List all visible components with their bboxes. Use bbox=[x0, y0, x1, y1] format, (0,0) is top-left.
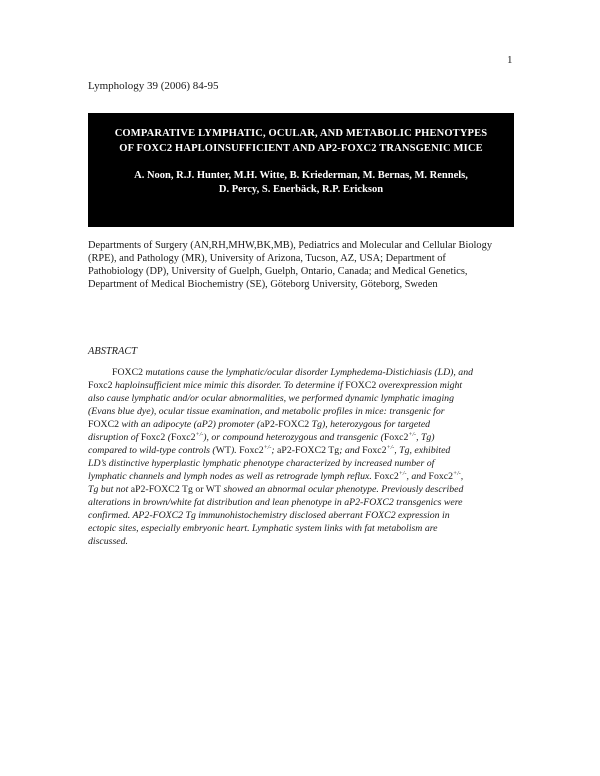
authors-line-1: A. Noon, R.J. Hunter, M.H. Witte, B. Kriederman, M. Bernas, M. Rennels, bbox=[134, 170, 468, 181]
journal-reference: Lymphology 39 (2006) 84-95 bbox=[88, 80, 219, 92]
abstract-line: lymphatic channels and lymph nodes as well as retrograde lymph reflux. Foxc2+/-, and Foxc2+/-, bbox=[88, 471, 464, 482]
affiliation-line-4: Department of Medical Biochemistry (SE), Göteborg University, Göteborg, Sweden bbox=[88, 279, 438, 290]
abstract-line: Foxc2 haploinsufficient mice mimic this disorder. To determine if FOXC2 overexpression might bbox=[88, 380, 463, 391]
abstract-line: also cause lymphatic and/or ocular abnormalities, we performed dynamic lymphatic imaging bbox=[88, 393, 454, 404]
abstract-line: FOXC2 with an adipocyte (aP2) promoter (aP2-FOXC2 Tg), heterozygous for targeted bbox=[88, 419, 431, 430]
abstract-line: alterations in brown/white fat distribution and lean phenotype in aP2-FOXC2 transgenics were bbox=[88, 497, 463, 508]
abstract-line: ectopic sites, especially embryonic heart. Lymphatic system links with fat metabolism are bbox=[88, 523, 438, 534]
abstract-line: FOXC2 mutations cause the lymphatic/ocular disorder Lymphedema-Distichiasis (LD), and bbox=[112, 367, 474, 378]
paper-title-line-1: COMPARATIVE LYMPHATIC, OCULAR, AND METABOLIC PHENOTYPES bbox=[114, 128, 488, 139]
abstract-line: discussed. bbox=[88, 536, 129, 547]
abstract-line: LD’s distinctive hyperplastic lymphatic phenotype characterized by increased number of bbox=[88, 458, 435, 469]
abstract-line: (Evans blue dye), ocular tissue examination, and metabolic profiles in mice: transgenic for bbox=[88, 406, 445, 417]
affiliation-line-2: (RPE), and Pathology (MR), University of Arizona, Tucson, AZ, USA; Department of bbox=[88, 253, 446, 264]
affiliation-line-3: Pathobiology (DP), University of Guelph, Guelph, Ontario, Canada; and Medical Genetics, bbox=[88, 266, 468, 277]
abstract-heading: ABSTRACT bbox=[88, 346, 138, 357]
abstract-line: compared to wild-type controls (WT). Foxc2+/-; aP2-FOXC2 Tg; and Foxc2+/-, Tg, exhibited bbox=[88, 445, 451, 456]
affiliation-line-1: Departments of Surgery (AN,RH,MHW,BK,MB), Pediatrics and Molecular and Cellular Biology bbox=[88, 240, 493, 251]
authors-line-2: D. Percy, S. Enerbäck, R.P. Erickson bbox=[218, 184, 384, 195]
abstract-line: disruption of Foxc2 (Foxc2+/-), or compound heterozygous and transgenic (Foxc2+/-, Tg) bbox=[88, 432, 435, 443]
paper-title-line-2: OF FOXC2 HAPLOINSUFFICIENT AND AP2-FOXC2 TRANSGENIC MICE bbox=[119, 143, 483, 154]
abstract-line: Tg but not aP2-FOXC2 Tg or WT showed an abnormal ocular phenotype. Previously described bbox=[88, 484, 464, 495]
abstract-line: confirmed. AP2-FOXC2 Tg immunohistochemistry disclosed aberrant FOXC2 expression in bbox=[88, 510, 450, 521]
title-block bbox=[88, 113, 514, 227]
page-number: 1 bbox=[507, 54, 513, 66]
